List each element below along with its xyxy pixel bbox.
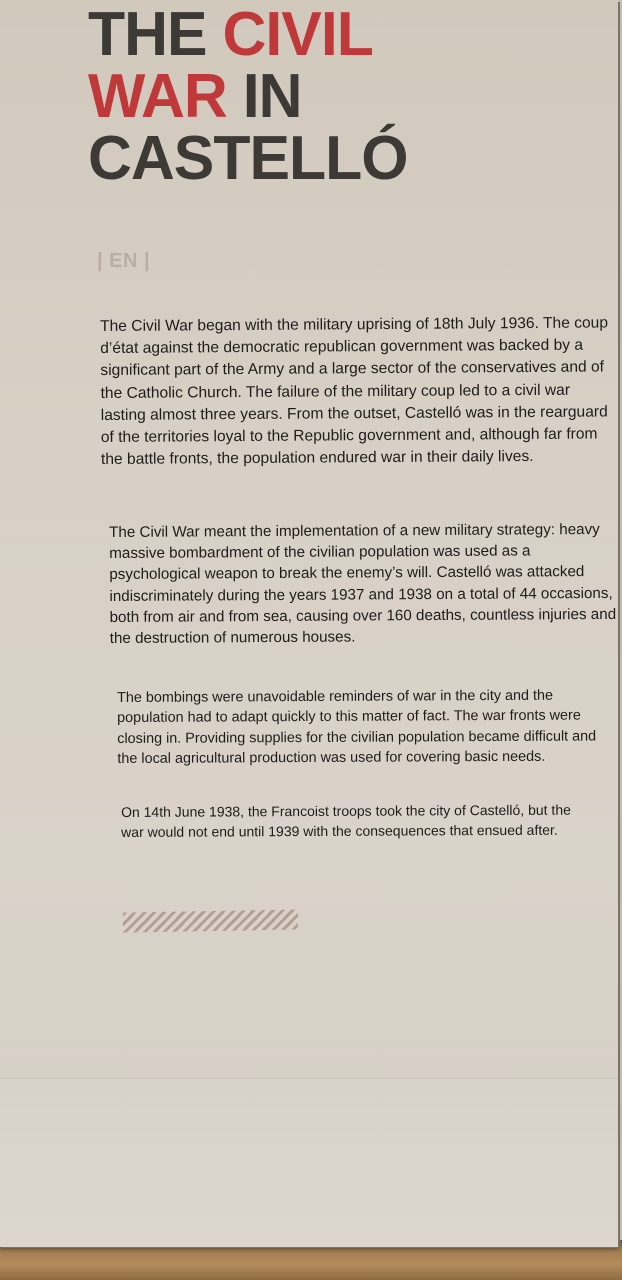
- language-tag: | EN |: [97, 250, 151, 272]
- decorative-hatch-stripe: [123, 909, 298, 932]
- title-word-castello: CASTELLÓ: [88, 124, 408, 193]
- title-word-the: THE: [88, 0, 223, 69]
- panel-lower-section: [0, 1078, 618, 1247]
- title-word-in: IN: [226, 62, 302, 131]
- title-line-1: [88, 0, 408, 69]
- paragraph-3: The bombings were unavoidable reminders of war in the city and the population had to adapt quickly to this matter of fact. The war fronts were closing in. Providing supplies for the civilian population became difficult and the local agricultural production was used for covering basic needs.: [117, 687, 597, 768]
- title-word-war: WAR: [88, 62, 227, 131]
- paragraph-2: The Civil War meant the implementation of a new military strategy: heavy massive bombardment of the civilian population was used as a psychological weapon to break the enemy’s will. Castelló was attacked indiscriminately during the years 1937 and 1938 on a total of 44 occasions, both from air and from sea, causing over 160 deaths, countless injuries and the destruction of numerous houses.: [109, 521, 617, 648]
- title-word-civil: CIVIL: [222, 0, 373, 69]
- title-line-3: [88, 124, 408, 193]
- panel-title: [88, 0, 408, 193]
- title-line-2: [88, 62, 408, 131]
- paragraph-1: The Civil War began with the military uprising of 18th July 1936. The coup d’état against the democratic republican government was backed by a significant part of the Army and a large sector of the conservatives and of the Catholic Church. The failure of the military coup led to a civil war lasting almost three years. From the outset, Castelló was in the rearguard of the territories loyal to the Republic government and, although far from the battle fronts, the population endured war in their daily lives.: [100, 314, 609, 469]
- paragraph-4: On 14th June 1938, the Francoist troops took the city of Castelló, but the war would not end until 1939 with the consequences that ensued after.: [121, 801, 571, 840]
